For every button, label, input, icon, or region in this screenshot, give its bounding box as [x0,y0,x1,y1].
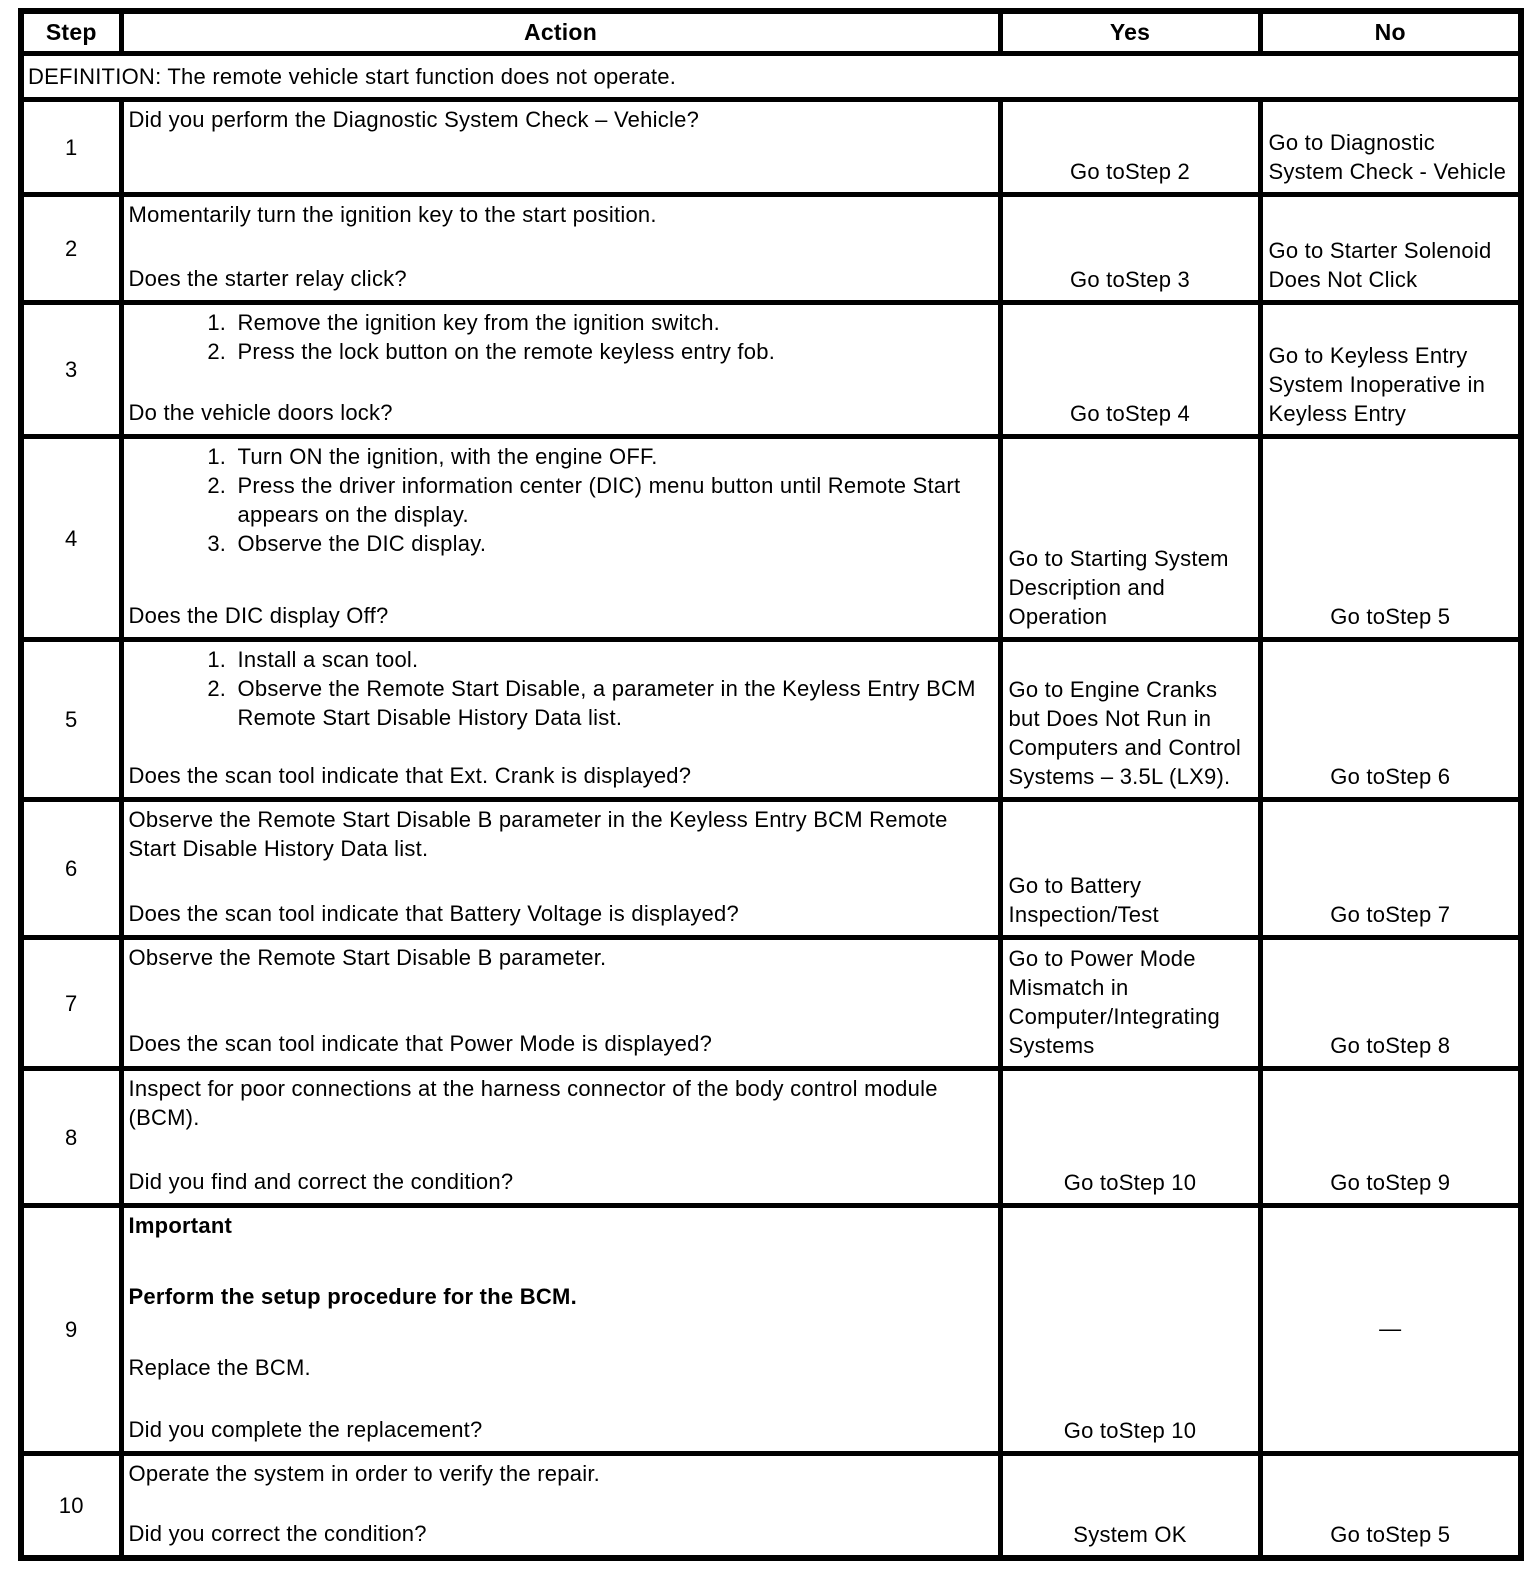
step-number: 4 [21,437,121,640]
no-cell: Go toStep 9 [1260,1069,1521,1206]
header-row [21,11,1521,54]
no-cell: Go toStep 5 [1260,1454,1521,1559]
action-paragraph: Did you perform the Diagnostic System Check – Vehicle? [128,107,700,132]
action-cell [121,303,1000,437]
col-header-step: Step [21,11,121,54]
table-row [21,640,1521,800]
action-paragraph: Replace the BCM. [128,1355,311,1380]
action-content [129,943,990,1058]
no-cell: Go to Diagnostic System Check - Vehicle [1260,100,1521,195]
action-content [129,805,990,928]
yes-cell: Go toStep 3 [1000,195,1260,303]
action-question: Does the scan tool indicate that Ext. Crank is displayed? [128,763,692,788]
action-cell [121,938,1000,1069]
yes-cell: Go to Power Mode Mismatch in Computer/Integrating Systems [1000,938,1260,1069]
table-row [21,800,1521,938]
action-content [129,1074,990,1196]
table-row [21,938,1521,1069]
step-number: 10 [21,1454,121,1559]
action-content [129,645,990,790]
table-row [21,1069,1521,1206]
action-paragraph: Perform the setup procedure for the BCM. [128,1284,577,1309]
step-number: 8 [21,1069,121,1206]
action-content [129,1459,990,1548]
no-cell: — [1260,1206,1521,1454]
action-cell [121,800,1000,938]
action-step-item: 1. Install a scan tool. [233,645,990,674]
action-step-item: 2. Observe the Remote Start Disable, a parameter in the Keyless Entry BCM Remote Start Disable History Data list. [233,674,990,732]
action-cell [121,1206,1000,1454]
action-paragraph: Observe the Remote Start Disable B parameter. [128,945,607,970]
col-header-no: No [1260,11,1521,54]
yes-cell: Go toStep 10 [1000,1069,1260,1206]
action-cell [121,437,1000,640]
action-question: Did you find and correct the condition? [128,1169,514,1194]
yes-cell: System OK [1000,1454,1260,1559]
no-cell: Go toStep 8 [1260,938,1521,1069]
definition-row [21,54,1521,100]
step-number: 9 [21,1206,121,1454]
action-paragraph: Momentarily turn the ignition key to the start position. [128,202,657,227]
action-question: Does the scan tool indicate that Power Mode is displayed? [128,1031,713,1056]
action-step-item: 2. Press the lock button on the remote keyless entry fob. [233,337,990,366]
no-cell: Go to Starter Solenoid Does Not Click [1260,195,1521,303]
step-number: 7 [21,938,121,1069]
no-cell: Go toStep 6 [1260,640,1521,800]
action-paragraph: Observe the Remote Start Disable B parameter in the Keyless Entry BCM Remote Start Disable History Data list. [128,807,948,861]
action-content [129,1211,990,1444]
action-question: Did you complete the replacement? [128,1417,483,1442]
definition-text: DEFINITION: The remote vehicle start function does not operate. [21,54,1521,100]
table-row [21,1206,1521,1454]
action-cell [121,1454,1000,1559]
action-question: Did you correct the condition? [128,1521,427,1546]
step-number: 5 [21,640,121,800]
yes-cell: Go to Engine Cranks but Does Not Run in Computers and Control Systems – 3.5L (LX9). [1000,640,1260,800]
table-row [21,100,1521,195]
step-number: 1 [21,100,121,195]
table-row [21,437,1521,640]
action-steps-list [129,308,990,366]
yes-cell: Go to Battery Inspection/Test [1000,800,1260,938]
no-cell: Go to Keyless Entry System Inoperative in Keyless Entry [1260,303,1521,437]
table-row [21,303,1521,437]
action-step-item: 1. Remove the ignition key from the ignition switch. [233,308,990,337]
action-cell [121,100,1000,195]
action-content [129,308,990,427]
yes-cell: Go toStep 2 [1000,100,1260,195]
yes-cell: Go to Starting System Description and Operation [1000,437,1260,640]
action-paragraph: Important [128,1213,233,1238]
action-content [129,105,990,185]
action-paragraph: Operate the system in order to verify the repair. [128,1461,601,1486]
action-question: Does the starter relay click? [128,266,407,291]
no-cell: Go toStep 7 [1260,800,1521,938]
col-header-yes: Yes [1000,11,1260,54]
yes-cell: Go toStep 10 [1000,1206,1260,1454]
action-step-item: 2. Press the driver information center (DIC) menu button until Remote Start appears on the display. [233,471,990,529]
action-question: Does the DIC display Off? [128,603,389,628]
action-cell [121,640,1000,800]
action-question: Do the vehicle doors lock? [128,400,393,425]
step-number: 6 [21,800,121,938]
yes-cell: Go toStep 4 [1000,303,1260,437]
step-number: 3 [21,303,121,437]
col-header-action: Action [121,11,1000,54]
action-paragraph: Inspect for poor connections at the harness connector of the body control module (BCM). [128,1076,938,1130]
step-number: 2 [21,195,121,303]
table-row [21,195,1521,303]
action-steps-list [129,645,990,732]
no-cell: Go toStep 5 [1260,437,1521,640]
action-cell [121,1069,1000,1206]
diagnostic-step-table [18,8,1524,1561]
table-row [21,1454,1521,1559]
action-cell [121,195,1000,303]
action-content [129,200,990,293]
action-step-item: 1. Turn ON the ignition, with the engine OFF. [233,442,990,471]
action-steps-list [129,442,990,558]
action-content [129,442,990,630]
action-question: Does the scan tool indicate that Battery Voltage is displayed? [128,901,739,926]
action-step-item: 3. Observe the DIC display. [233,529,990,558]
